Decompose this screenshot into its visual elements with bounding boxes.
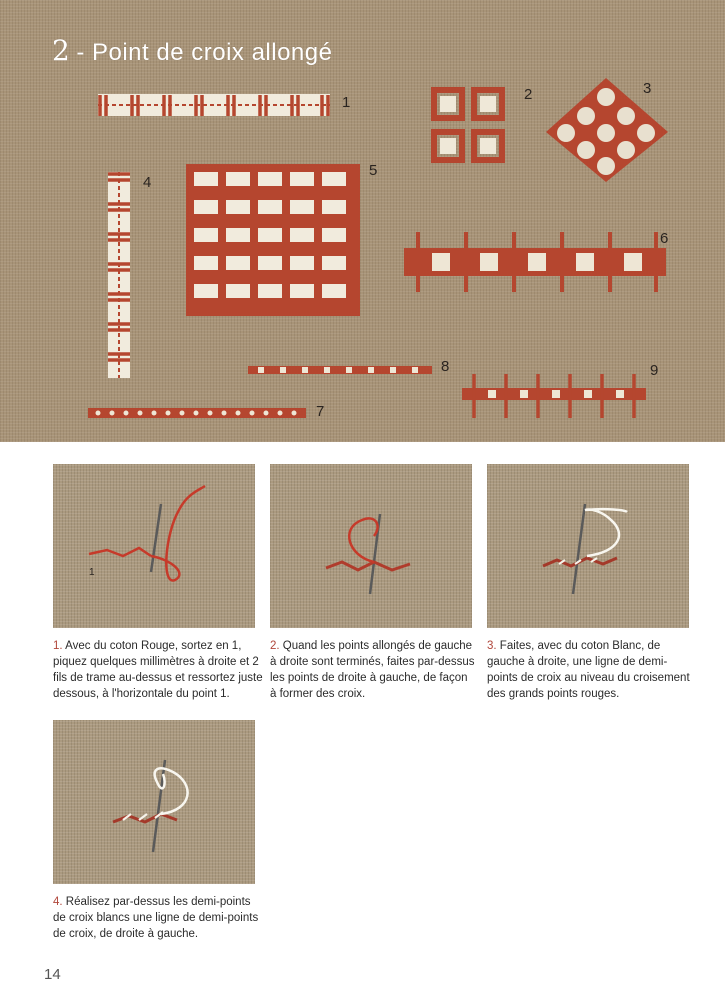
stitch-sample-2 — [434, 90, 502, 160]
embroidery-sampler-photo — [0, 0, 725, 442]
step-photo-3 — [487, 464, 689, 628]
step-caption-1 — [53, 638, 263, 702]
step-number: 1. — [53, 640, 63, 652]
sample-label-8: 8 — [441, 358, 450, 375]
stitch-sample-5 — [186, 164, 360, 316]
step-number: 4. — [53, 896, 63, 908]
stitch-sample-7 — [88, 408, 306, 418]
step-text: Avec du coton Rouge, sortez en 1, piquez quelques millimètres à droite et 2 fils de trame au-dessus et ressortez juste dessous, à l'horizontale du point 1. — [53, 640, 263, 700]
step-text: Faites, avec du coton Blanc, de gauche à droite, une ligne de demi-points de croix au niveau du croisement des grands points rouges. — [487, 640, 690, 700]
sample-label-7: 7 — [316, 403, 325, 420]
stitch-sample-8 — [248, 366, 432, 374]
step-photo-1 — [53, 464, 255, 628]
chapter-number: 2 — [52, 34, 71, 67]
page-number: 14 — [44, 966, 61, 983]
step-number: 3. — [487, 640, 497, 652]
sample-label-3: 3 — [643, 80, 652, 97]
stitch-sample-4 — [108, 172, 130, 378]
stitch-sample-1 — [98, 94, 330, 116]
step-number: 2. — [270, 640, 280, 652]
step-text: Réalisez par-dessus les demi-points de croix blancs une ligne de demi-points de croix, de droite à gauche. — [53, 896, 259, 940]
chapter-title-text: - Point de croix allongé — [76, 39, 333, 66]
sample-label-1: 1 — [342, 94, 351, 111]
step-caption-4 — [53, 894, 263, 942]
stitch-samples — [0, 0, 725, 442]
sample-label-9: 9 — [650, 362, 659, 379]
sample-label-4: 4 — [143, 174, 152, 191]
step-caption-2 — [270, 638, 475, 702]
stitch-sample-6 — [404, 230, 669, 292]
step-text: Quand les points allongés de gauche à droite sont terminés, faites par-dessus les points de droite à gauche, de façon à former des croix. — [270, 640, 475, 700]
step-photo-4 — [53, 720, 255, 884]
step-photo-2 — [270, 464, 472, 628]
sample-label-5: 5 — [369, 162, 378, 179]
start-point-label: 1 — [89, 567, 95, 578]
sample-label-6: 6 — [660, 230, 669, 247]
step-caption-3 — [487, 638, 692, 702]
sample-label-2: 2 — [524, 86, 533, 103]
stitch-sample-9 — [462, 374, 646, 418]
